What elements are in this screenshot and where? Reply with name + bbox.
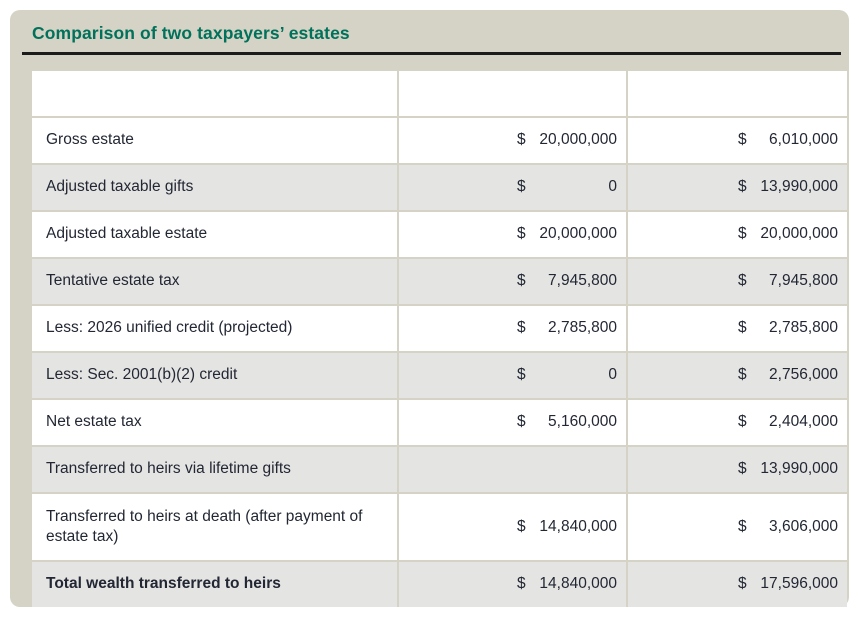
value-taxpayer-a bbox=[399, 353, 626, 398]
amount: 13,990,000 bbox=[760, 460, 838, 477]
dollar-sign: $ bbox=[738, 319, 747, 336]
header-taxpayer-a-label: Taxpayer bbox=[469, 84, 539, 101]
header-blank-cell bbox=[32, 71, 397, 116]
dollar-sign: $ bbox=[738, 366, 747, 383]
dollar-sign: $ bbox=[517, 413, 526, 430]
dollar-sign: $ bbox=[517, 517, 526, 535]
row-label: Adjusted taxable gifts bbox=[32, 165, 397, 210]
amount: 0 bbox=[608, 366, 617, 383]
dollar-sign: $ bbox=[738, 460, 747, 477]
value-taxpayer-b bbox=[628, 562, 847, 607]
value-taxpayer-b bbox=[628, 212, 847, 257]
amount: 2,785,800 bbox=[769, 319, 838, 336]
dollar-sign: $ bbox=[738, 131, 747, 148]
value-taxpayer-a bbox=[399, 259, 626, 304]
amount: 2,785,800 bbox=[548, 319, 617, 336]
value-taxpayer-b bbox=[628, 259, 847, 304]
row-label: Tentative estate tax bbox=[32, 259, 397, 304]
dollar-sign: $ bbox=[517, 131, 526, 148]
table-header-row bbox=[32, 71, 847, 116]
row-label: Transferred to heirs via lifetime gifts bbox=[32, 447, 397, 492]
value-taxpayer-b bbox=[628, 494, 847, 560]
table-row-adjusted-taxable-estate bbox=[32, 212, 847, 257]
value-taxpayer-a bbox=[399, 400, 626, 445]
value-taxpayer-a bbox=[399, 306, 626, 351]
value-taxpayer-a-empty bbox=[399, 447, 626, 492]
estates-comparison-table bbox=[32, 71, 847, 607]
amount: 7,945,800 bbox=[769, 272, 838, 289]
table-row-gross-estate bbox=[32, 118, 847, 163]
value-taxpayer-b bbox=[628, 306, 847, 351]
row-label: Gross estate bbox=[32, 118, 397, 163]
table-title: Comparison of two taxpayers’ estates bbox=[32, 23, 350, 43]
value-taxpayer-a bbox=[399, 165, 626, 210]
header-taxpayer-b-label: Taxpayer bbox=[694, 84, 764, 101]
comparison-card bbox=[10, 10, 849, 607]
row-label: Transferred to heirs at death (after payment of estate tax) bbox=[32, 494, 397, 560]
table-row-adjusted-taxable-gifts bbox=[32, 165, 847, 210]
table-row-less-2026-unified-credit bbox=[32, 306, 847, 351]
header-taxpayer-b-variable: B bbox=[769, 84, 781, 101]
dollar-sign: $ bbox=[738, 575, 747, 592]
value-taxpayer-a bbox=[399, 118, 626, 163]
dollar-sign: $ bbox=[738, 517, 747, 535]
dollar-sign: $ bbox=[517, 178, 526, 195]
amount: 17,596,000 bbox=[760, 575, 838, 592]
dollar-sign: $ bbox=[738, 272, 747, 289]
dollar-sign: $ bbox=[517, 366, 526, 383]
dollar-sign: $ bbox=[738, 413, 747, 430]
table-row-transferred-at-death bbox=[32, 494, 847, 560]
dollar-sign: $ bbox=[517, 272, 526, 289]
header-taxpayer-a-variable: A bbox=[544, 84, 556, 101]
table-row-tentative-estate-tax bbox=[32, 259, 847, 304]
table-row-net-estate-tax bbox=[32, 400, 847, 445]
row-label: Net estate tax bbox=[32, 400, 397, 445]
value-taxpayer-b bbox=[628, 118, 847, 163]
title-divider-rule bbox=[22, 52, 841, 55]
amount: 5,160,000 bbox=[548, 413, 617, 430]
amount: 2,756,000 bbox=[769, 366, 838, 383]
row-label: Less: Sec. 2001(b)(2) credit bbox=[32, 353, 397, 398]
value-taxpayer-a bbox=[399, 494, 626, 560]
amount: 0 bbox=[608, 178, 617, 195]
table-row-transferred-via-lifetime-gifts bbox=[32, 447, 847, 492]
dollar-sign: $ bbox=[517, 575, 526, 592]
row-label: Total wealth transferred to heirs bbox=[32, 562, 397, 607]
header-taxpayer-b bbox=[628, 71, 847, 116]
table-row-total-wealth-transferred bbox=[32, 562, 847, 607]
amount: 3,606,000 bbox=[769, 517, 838, 535]
amount: 2,404,000 bbox=[769, 413, 838, 430]
amount: 20,000,000 bbox=[539, 225, 617, 242]
row-label: Less: 2026 unified credit (projected) bbox=[32, 306, 397, 351]
value-taxpayer-a bbox=[399, 562, 626, 607]
value-taxpayer-b bbox=[628, 447, 847, 492]
amount: 13,990,000 bbox=[760, 178, 838, 195]
amount: 6,010,000 bbox=[769, 131, 838, 148]
table-row-less-sec-2001b2-credit bbox=[32, 353, 847, 398]
value-taxpayer-a bbox=[399, 212, 626, 257]
row-label: Adjusted taxable estate bbox=[32, 212, 397, 257]
dollar-sign: $ bbox=[517, 319, 526, 336]
dollar-sign: $ bbox=[738, 225, 747, 242]
amount: 7,945,800 bbox=[548, 272, 617, 289]
dollar-sign: $ bbox=[738, 178, 747, 195]
value-taxpayer-b bbox=[628, 353, 847, 398]
value-taxpayer-b bbox=[628, 165, 847, 210]
amount: 20,000,000 bbox=[760, 225, 838, 242]
dollar-sign: $ bbox=[517, 225, 526, 242]
header-taxpayer-a bbox=[399, 71, 626, 116]
amount: 14,840,000 bbox=[539, 517, 617, 535]
value-taxpayer-b bbox=[628, 400, 847, 445]
amount: 20,000,000 bbox=[539, 131, 617, 148]
amount: 14,840,000 bbox=[539, 575, 617, 592]
